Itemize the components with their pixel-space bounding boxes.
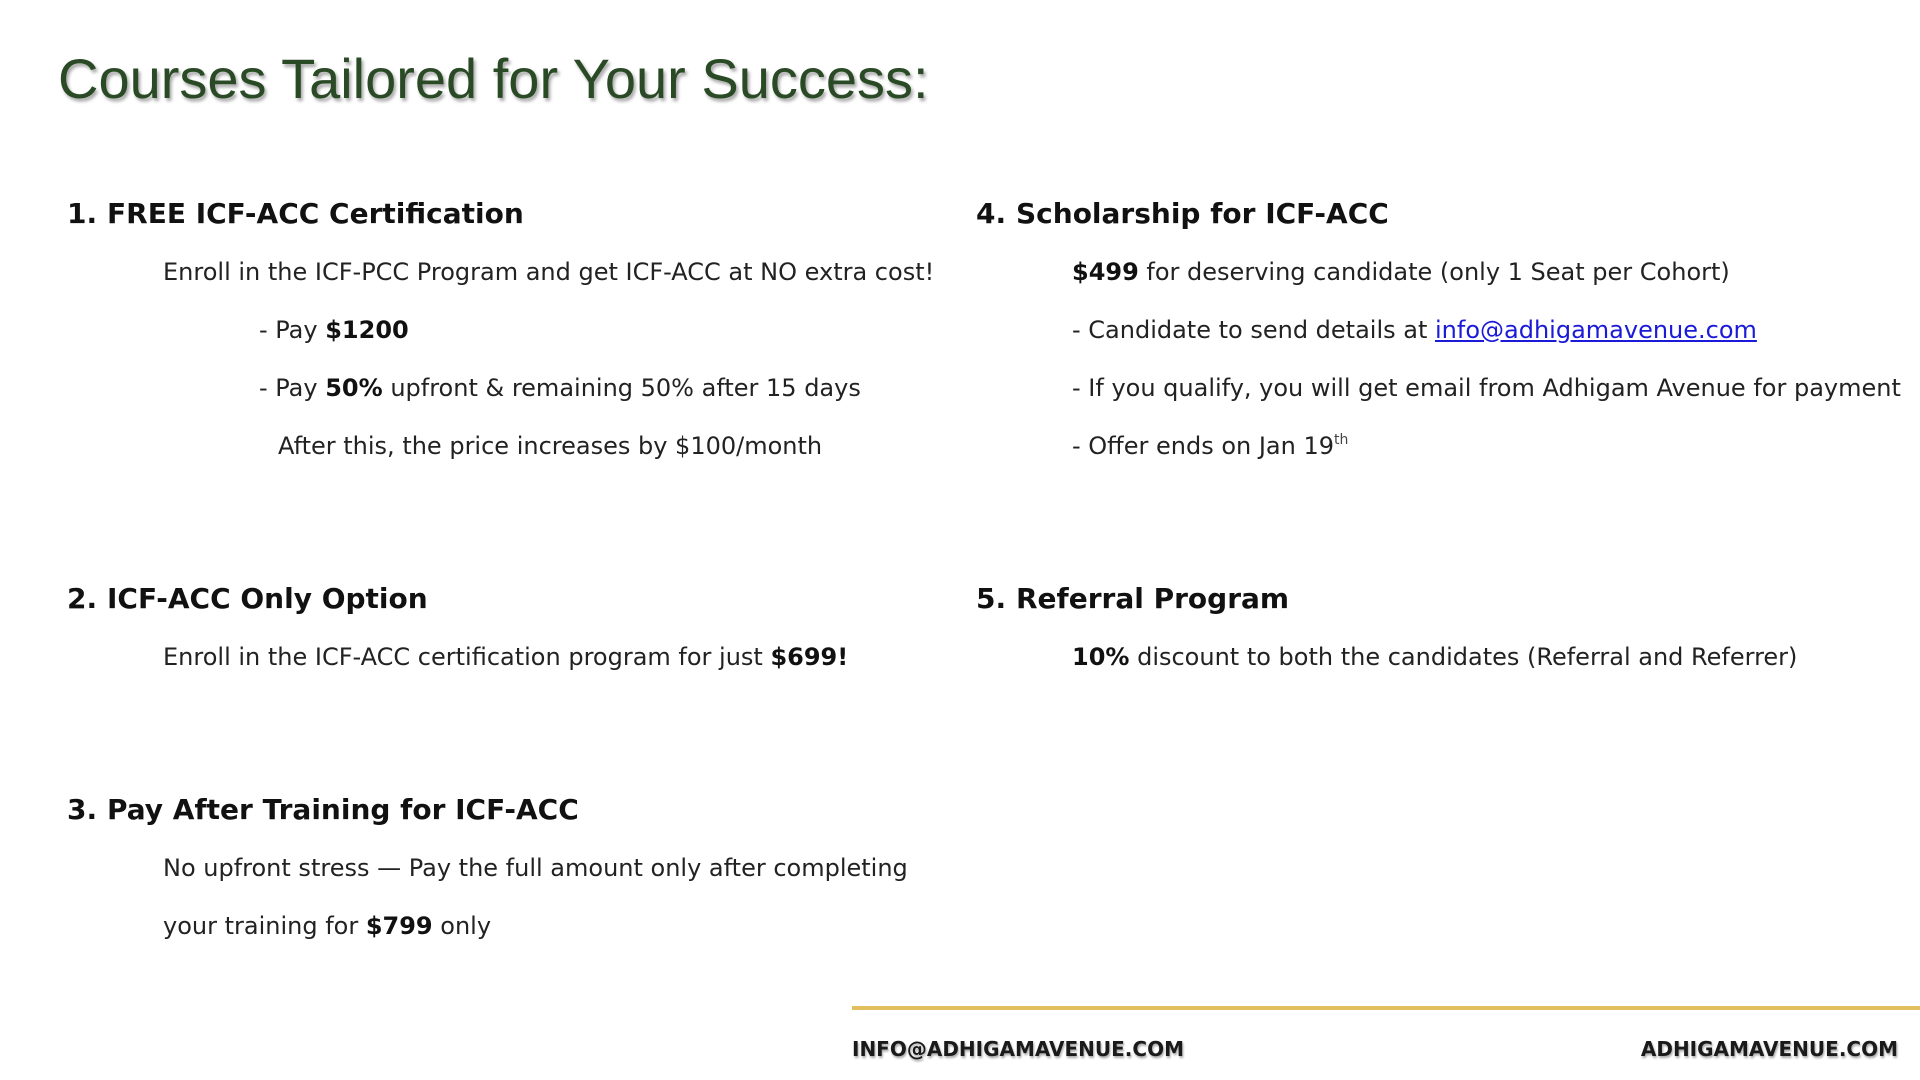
section-title: Scholarship for ICF-ACC [1016,197,1389,230]
section-line [976,243,1901,301]
section-line [67,301,934,359]
section-line [67,359,934,417]
line-text: your training for [163,912,366,940]
line-text: - Pay [259,374,326,402]
section-line: Enroll in the ICF-PCC Program and get ICF-ACC at NO extra cost! [163,258,935,286]
section-title: ICF-ACC Only Option [107,582,428,615]
section-pay-after-training [67,790,908,955]
email-link[interactable]: info@adhigamavenue.com [1435,316,1757,344]
section-free-icf-acc [67,194,934,475]
percent-value: 10% [1072,643,1130,671]
percent-value: 50% [325,374,383,402]
section-line: No upfront stress — Pay the full amount only after completing [163,854,908,882]
section-icf-acc-only [67,579,848,686]
line-text: - Candidate to send details at [1072,316,1436,344]
section-line [976,417,1901,475]
line-text: upfront & remaining 50% after 15 days [382,374,861,402]
section-title: FREE ICF-ACC Certification [107,197,524,230]
section-heading [976,194,1901,234]
line-text: Enroll in the ICF-ACC certification program for just [163,643,771,671]
line-text: discount to both the candidates (Referral and Referrer) [1129,643,1798,671]
price-value: $1200 [325,316,409,344]
section-line [976,628,1797,686]
section-title: Pay After Training for ICF-ACC [107,793,579,826]
section-title: Referral Program [1016,582,1290,615]
line-text: - Pay [259,316,326,344]
line-text: for deserving candidate (only 1 Seat per Cohort) [1138,258,1730,286]
section-line: After this, the price increases by $100/month [278,432,823,460]
price-value: $699! [770,643,849,671]
section-line [67,897,908,955]
section-number: 1. [67,197,98,230]
footer-divider [852,1006,1920,1010]
line-text: only [432,912,492,940]
section-number: 2. [67,582,98,615]
section-referral [976,579,1797,686]
section-heading [67,790,908,830]
footer-website[interactable]: ADHIGAMAVENUE.COM [1640,1037,1898,1061]
section-heading [976,579,1797,619]
section-number: 3. [67,793,98,826]
section-number: 4. [976,197,1007,230]
section-line: - If you qualify, you will get email from Adhigam Avenue for payment [1072,374,1901,402]
section-scholarship [976,194,1901,475]
price-value: $799 [365,912,433,940]
section-heading [67,194,934,234]
price-value: $499 [1072,258,1139,286]
footer-email[interactable]: INFO@ADHIGAMAVENUE.COM [852,1037,1184,1061]
section-line [976,301,1901,359]
ordinal-suffix: th [1334,432,1349,448]
section-heading [67,579,848,619]
line-text: - Offer ends on Jan 19 [1072,432,1335,460]
page-title: Courses Tailored for Your Success: [58,47,929,110]
section-number: 5. [976,582,1007,615]
section-line [67,628,848,686]
